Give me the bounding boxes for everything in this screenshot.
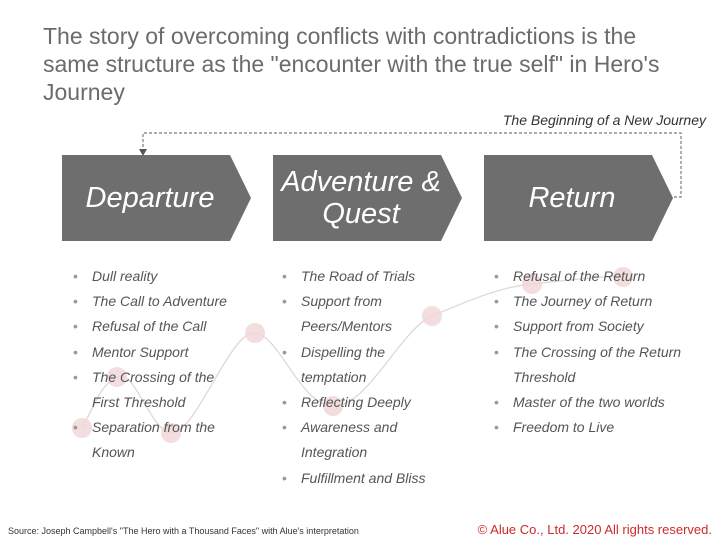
list-item: • Dull reality <box>70 264 255 289</box>
list-item: • The Journey of Return <box>491 289 706 314</box>
new-journey-label: The Beginning of a New Journey <box>502 112 706 128</box>
list-item: • Freedom to Live <box>491 415 706 440</box>
stage-label-departure: Departure <box>85 182 215 214</box>
list-item: • The Call to Adventure <box>70 289 255 314</box>
source-note: Source: Joseph Campbell's "The Hero with a Thousand Faces" with Alue's interpretation <box>8 526 359 536</box>
list-item: • Refusal of the Return <box>491 264 706 289</box>
list-item: • Separation from the Known <box>70 415 242 465</box>
list-item: • Reflecting Deeply <box>279 390 469 415</box>
list-item: • Refusal of the Call <box>70 314 255 339</box>
list-item: • Support from Peers/Mentors <box>279 289 411 339</box>
list-item: • Awareness and Integration <box>279 415 421 465</box>
list-item: • Master of the two worlds <box>491 390 706 415</box>
list-item: • Mentor Support <box>70 340 255 365</box>
departure-step-list <box>70 264 255 466</box>
adventure-step-list <box>279 264 469 491</box>
list-item: • The Crossing of the Return Threshold <box>491 340 703 390</box>
page-title: The story of overcoming conflicts with contradictions is the same structure as the "encounter with the true self" in Hero's Journey <box>43 23 660 105</box>
list-item: • Dispelling the temptation <box>279 340 411 390</box>
return-step-list <box>491 264 706 440</box>
list-item: • The Road of Trials <box>279 264 469 289</box>
copyright-notice: © Alue Co., Ltd. 2020 All rights reserved. <box>477 522 712 537</box>
list-item: • Fulfillment and Bliss <box>279 466 469 491</box>
stage-label-adventure: Adventure & Quest <box>281 166 441 230</box>
list-item: • The Crossing of the First Threshold <box>70 365 232 415</box>
list-item: • Support from Society <box>491 314 706 339</box>
stage-label-return: Return <box>528 182 616 214</box>
